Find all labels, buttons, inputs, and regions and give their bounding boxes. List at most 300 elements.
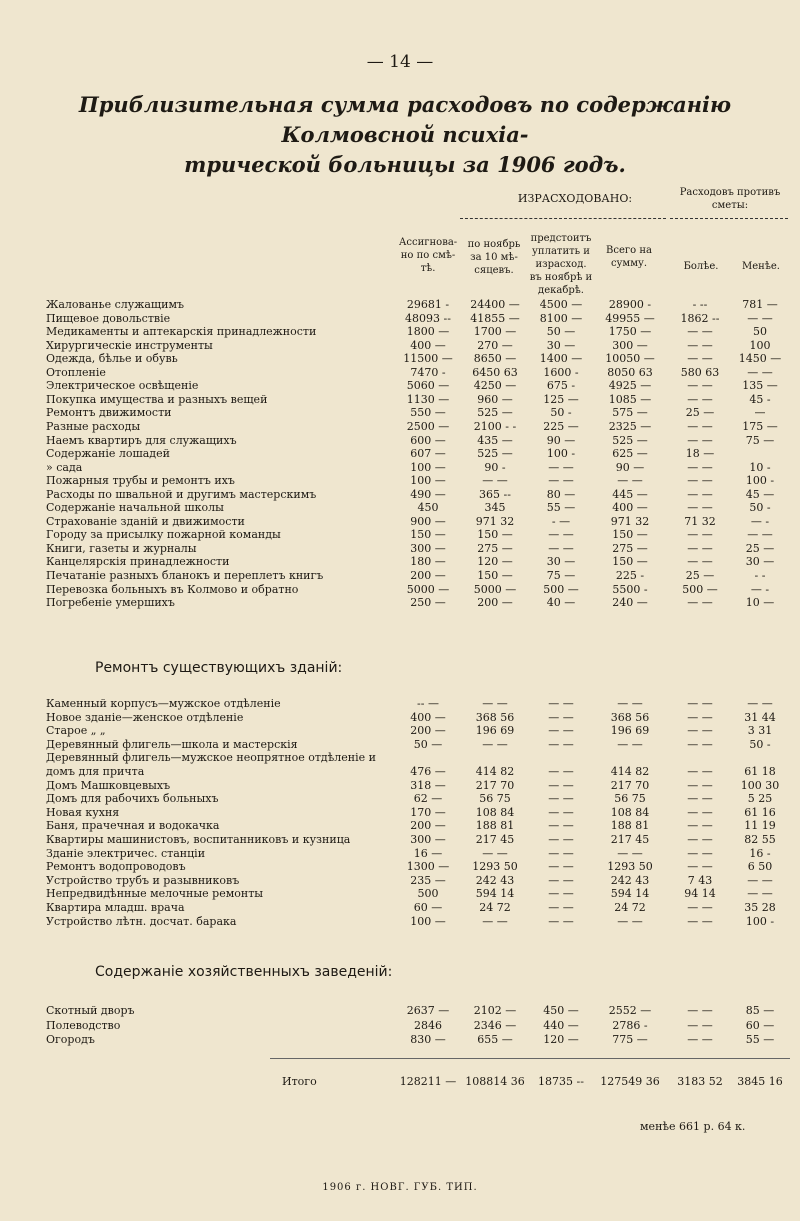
total-rule	[270, 1058, 790, 1059]
cell-to-pay: — —	[548, 873, 574, 887]
cell-allocated: 400 —	[410, 710, 446, 724]
row-label: Жалованье служащимъ	[46, 298, 185, 311]
cell-to-pay: — —	[548, 887, 574, 901]
cell-more: 25 —	[685, 406, 715, 420]
row-label: » сада	[46, 460, 83, 474]
table-row	[0, 819, 800, 833]
cell-allocated: 150 —	[410, 528, 446, 542]
cell-more: — —	[687, 914, 713, 928]
cell-to-pay: — —	[548, 737, 574, 751]
row-label: Огородъ	[46, 1033, 95, 1046]
cell-more: — —	[687, 805, 713, 819]
table-row	[0, 711, 800, 725]
cell-by-nov: — —	[482, 737, 508, 751]
cell-to-pay: — —	[548, 474, 574, 488]
cell-more: — —	[687, 833, 713, 846]
cell-total: 196 69	[610, 724, 650, 738]
cell-by-nov: 435 —	[477, 433, 513, 447]
cell-allocated: 900 —	[410, 514, 446, 528]
cell-less: 781 —	[742, 298, 778, 311]
row-label: домъ для причта	[46, 765, 145, 778]
table-row	[0, 474, 800, 488]
table-row	[0, 379, 800, 393]
table-row	[0, 515, 800, 529]
cell-allocated: 830 —	[410, 1033, 446, 1046]
cell-to-pay: 30 —	[546, 338, 576, 352]
cell-total: 4925 —	[608, 379, 652, 393]
cell-less: 10 —	[745, 596, 775, 610]
table-row	[0, 366, 800, 380]
cell-more: — —	[687, 697, 713, 710]
cell-total: 242 43	[610, 873, 650, 887]
cell-to-pay: 675 -	[546, 379, 576, 393]
row-label: Медикаменты и аптекарскія принадлежности	[46, 325, 317, 339]
cell-less: 82 55	[744, 833, 776, 846]
row-label: Квартиры машинистовъ, воспитанниковъ и кузница	[46, 833, 351, 846]
cell-to-pay: — —	[548, 901, 574, 914]
cell-less: 175 —	[742, 419, 778, 433]
cell-more: — —	[687, 1018, 713, 1032]
cell-total: 5500 -	[612, 582, 648, 596]
row-label: Деревянный флигель—школа и мастерскія	[46, 737, 298, 751]
cell-by-nov: 2346 —	[473, 1018, 517, 1032]
header-vs-estimate: Расходовъ противъ сметы:	[679, 187, 781, 211]
cell-more: — —	[687, 555, 713, 569]
cell-total: 217 45	[610, 833, 650, 846]
row-label: Содержаніе начальной школы	[46, 501, 224, 515]
cell-allocated: 7470 -	[410, 365, 446, 379]
cell-total: 49955 —	[605, 311, 655, 325]
cell-allocated: 2846	[414, 1018, 442, 1032]
total-less: 3845 16	[737, 1075, 783, 1088]
cell-allocated: 600 —	[410, 433, 446, 447]
row-label: Устройство трубъ и разывниковъ	[46, 873, 240, 887]
cell-more: — —	[687, 541, 713, 555]
cell-allocated: 300 —	[410, 833, 446, 846]
cell-more: — —	[687, 325, 713, 339]
cell-by-nov: 6450 63	[472, 365, 518, 379]
table-row	[0, 765, 800, 779]
cell-total: 2552 —	[608, 1004, 652, 1017]
row-label: Пожарныя трубы и ремонтъ ихъ	[46, 474, 235, 488]
cell-less: — —	[747, 365, 773, 379]
table-row	[0, 406, 800, 420]
cell-more: — —	[687, 901, 713, 914]
cell-allocated: 200 —	[410, 819, 446, 833]
cell-less: 45 —	[745, 487, 775, 501]
cell-total: 368 56	[610, 710, 650, 724]
cell-by-nov: 200 —	[477, 596, 513, 610]
cell-more: — —	[687, 474, 713, 488]
cell-total: — —	[617, 914, 643, 928]
cell-less: 85 —	[745, 1004, 775, 1017]
cell-by-nov: 196 69	[475, 724, 515, 738]
cell-by-nov: 655 —	[477, 1033, 513, 1046]
table-row	[0, 806, 800, 820]
cell-to-pay: — —	[548, 819, 574, 833]
row-label: Деревянный флигель—мужское неопрятное отдѣленіе и	[46, 751, 376, 765]
cell-allocated: 1800 —	[406, 325, 450, 339]
cell-to-pay: 40 —	[546, 596, 576, 610]
cell-to-pay: 4500 —	[539, 298, 583, 311]
row-label: Разные расходы	[46, 419, 141, 433]
section-farm-heading: Содержаніе хозяйственныхъ заведеній:	[95, 964, 393, 980]
cell-less: — —	[747, 887, 773, 901]
cell-allocated: 62 —	[413, 792, 443, 806]
cell-more: 71 32	[684, 514, 716, 528]
cell-to-pay: 55 —	[546, 501, 576, 515]
cell-more: — —	[687, 501, 713, 515]
cell-allocated: 5060 —	[406, 379, 450, 393]
cell-allocated: 60 —	[413, 901, 443, 914]
cell-more: — —	[687, 460, 713, 474]
cell-by-nov: — —	[482, 914, 508, 928]
cell-by-nov: 270 —	[477, 338, 513, 352]
cell-more: 7 43	[687, 873, 713, 887]
row-label: Погребеніе умершихъ	[46, 596, 175, 610]
row-label: Одежда, бѣлье и обувь	[46, 352, 178, 366]
header-rule-estimate	[670, 218, 788, 219]
cell-to-pay: 500 —	[543, 582, 579, 596]
cell-more: — —	[687, 379, 713, 393]
cell-by-nov: 525 —	[477, 447, 513, 461]
cell-allocated: 318 —	[410, 778, 446, 792]
row-label: Страхованіе зданій и движимости	[46, 514, 245, 528]
cell-less: 45 -	[749, 392, 771, 406]
row-label: Скотный дворъ	[46, 1004, 135, 1017]
cell-less: — —	[747, 873, 773, 887]
total-to-pay: 18735 --	[538, 1075, 584, 1088]
cell-allocated: 476 —	[410, 765, 446, 778]
cell-total: 8050 63	[607, 365, 653, 379]
cell-less: 16 -	[749, 846, 771, 860]
cell-more: — —	[687, 737, 713, 751]
cell-allocated: 100 —	[410, 460, 446, 474]
cell-by-nov: 188 81	[475, 819, 515, 833]
printer-imprint: 1906 г. НОВГ. ГУБ. ТИП.	[322, 1182, 478, 1193]
table-row	[0, 528, 800, 542]
cell-less: —	[754, 406, 766, 420]
cell-more: — —	[687, 792, 713, 806]
cell-to-pay: - —	[551, 514, 571, 528]
cell-less: 6 50	[747, 860, 773, 874]
cell-by-nov: 1293 50	[472, 860, 518, 874]
cell-total: 625 —	[612, 447, 648, 461]
cell-more: 18 —	[685, 447, 715, 461]
table-row	[0, 352, 800, 366]
row-label: Баня, прачечная и водокачка	[46, 819, 220, 833]
cell-by-nov: 108 84	[475, 805, 515, 819]
cell-to-pay: — —	[548, 710, 574, 724]
cell-total: 275 —	[612, 541, 648, 555]
table-row	[0, 596, 800, 610]
header-rule-spent	[460, 218, 666, 219]
cell-allocated: 450	[417, 501, 439, 515]
row-label: Пищевое довольствіе	[46, 311, 171, 325]
cell-by-nov: 345	[484, 501, 506, 515]
cell-more: 580 63	[680, 365, 720, 379]
row-label: Электрическое освѣщеніе	[46, 379, 199, 393]
table-row	[0, 501, 800, 515]
cell-total: — —	[617, 846, 643, 860]
page-title	[40, 90, 770, 180]
cell-more: 94 14	[684, 887, 716, 901]
cell-total: — —	[617, 737, 643, 751]
cell-to-pay: — —	[548, 846, 574, 860]
row-label: Домъ Машковцевыхъ	[46, 778, 171, 792]
cell-total: 300 —	[612, 338, 648, 352]
cell-to-pay: — —	[548, 765, 574, 778]
row-label: Хирургическіе инструменты	[46, 338, 213, 352]
cell-by-nov: 56 75	[479, 792, 511, 806]
cell-by-nov: 275 —	[477, 541, 513, 555]
cell-less: 1450 —	[738, 352, 782, 366]
cell-by-nov: 2102 —	[473, 1004, 517, 1017]
cell-less: 75 —	[745, 433, 775, 447]
cell-more: — —	[687, 419, 713, 433]
row-label: Расходы по швальной и другимъ мастерскимъ	[46, 487, 317, 501]
cell-by-nov: 414 82	[475, 765, 515, 778]
cell-less: — —	[747, 528, 773, 542]
cell-by-nov: 150 —	[477, 528, 513, 542]
table-row	[0, 555, 800, 569]
cell-total: 28900 -	[608, 298, 652, 311]
section-repairs-heading: Ремонтъ существующихъ зданій:	[95, 660, 343, 676]
row-label: Покупка имущества и разныхъ вещей	[46, 392, 268, 406]
cell-allocated: 200 —	[410, 724, 446, 738]
row-label: Ремонтъ движимости	[46, 406, 172, 420]
header-total: Всего на сумму.	[606, 245, 652, 269]
cell-total: 525 —	[612, 433, 648, 447]
table-row	[0, 569, 800, 583]
cell-by-nov: 41855 —	[470, 311, 520, 325]
cell-total: — —	[617, 697, 643, 710]
cell-by-nov: 217 70	[475, 778, 515, 792]
cell-less: 50	[753, 325, 767, 339]
table-row	[0, 887, 800, 901]
cell-by-nov: 971 32	[475, 514, 515, 528]
cell-total: 150 —	[612, 555, 648, 569]
table-row	[0, 779, 800, 793]
row-label: Непредвидѣнные мелочные ремонты	[46, 887, 264, 901]
cell-less: — -	[750, 582, 770, 596]
cell-more: — —	[687, 1033, 713, 1046]
cell-total: 24 72	[614, 901, 646, 914]
table-row	[0, 488, 800, 502]
cell-total: 1085 —	[608, 392, 652, 406]
cell-total: 1750 —	[608, 325, 652, 339]
cell-less: 3 31	[747, 724, 773, 738]
cell-total: 971 32	[610, 514, 650, 528]
table-row	[0, 325, 800, 339]
table-row	[0, 724, 800, 738]
cell-by-nov: 2100 - -	[473, 419, 517, 433]
row-label: Ремонтъ водопроводовъ	[46, 860, 186, 874]
cell-more: — —	[687, 487, 713, 501]
cell-allocated: 607 —	[410, 447, 446, 461]
cell-allocated: 170 —	[410, 805, 446, 819]
cell-less: - -	[754, 569, 766, 582]
cell-to-pay: 50 —	[546, 325, 576, 339]
cell-by-nov: 120 —	[477, 555, 513, 569]
cell-allocated: 200 —	[410, 569, 446, 582]
cell-to-pay: — —	[548, 778, 574, 792]
cell-allocated: 250 —	[410, 596, 446, 610]
cell-allocated: 2637 —	[406, 1004, 450, 1017]
cell-by-nov: — —	[482, 697, 508, 710]
table-row	[0, 461, 800, 475]
cell-more: — —	[687, 596, 713, 610]
cell-more: - --	[692, 298, 708, 311]
cell-less: 100 -	[745, 914, 775, 928]
table-row	[0, 751, 800, 765]
table-row	[0, 915, 800, 929]
cell-to-pay: — —	[548, 860, 574, 874]
cell-total: 594 14	[610, 887, 650, 901]
row-label: Новая кухня	[46, 805, 120, 819]
cell-less: 61 18	[744, 765, 776, 778]
page-number: — 14 —	[366, 52, 434, 72]
cell-allocated: 11500 —	[403, 352, 453, 366]
cell-allocated: 1130 —	[406, 392, 450, 406]
cell-more: 500 —	[682, 582, 718, 596]
table-row	[0, 312, 800, 326]
cell-to-pay: 440 —	[543, 1018, 579, 1032]
row-label: Содержаніе лошадей	[46, 447, 170, 461]
cell-by-nov: 8650 —	[473, 352, 517, 366]
cell-less: 100 -	[745, 474, 775, 488]
cell-to-pay: 125 —	[543, 392, 579, 406]
cell-more: — —	[687, 433, 713, 447]
table-row	[0, 697, 800, 711]
cell-total: 2786 -	[612, 1018, 648, 1032]
cell-total: 775 —	[612, 1033, 648, 1046]
cell-less: 5 25	[747, 792, 773, 806]
header-by-nov: по ноябрь за 10 мѣ- сяцевъ.	[467, 239, 521, 276]
cell-by-nov: 594 14	[475, 887, 515, 901]
header-to-pay: предстоитъ уплатить и израсход. въ ноябрѣ и декабрѣ.	[529, 233, 593, 296]
cell-to-pay: 80 —	[546, 487, 576, 501]
cell-more: — —	[687, 765, 713, 778]
table-row	[0, 833, 800, 847]
cell-by-nov: 90 -	[484, 460, 506, 474]
total-label: Итого	[282, 1075, 317, 1088]
cell-less: 31 44	[744, 710, 776, 724]
cell-by-nov: — —	[482, 846, 508, 860]
table-row	[0, 901, 800, 915]
cell-to-pay: 1600 -	[543, 365, 579, 379]
table-row	[0, 447, 800, 461]
row-label: Городу за присылку пожарной команды	[46, 528, 281, 542]
cell-by-nov: 365 --	[479, 487, 511, 501]
cell-more: — —	[687, 860, 713, 874]
cell-allocated: 16 —	[413, 846, 443, 860]
row-label: Канцелярскія принадлежности	[46, 555, 230, 569]
cell-by-nov: — —	[482, 474, 508, 488]
row-label: Печатаніе разныхъ бланокъ и переплетъ книгъ	[46, 569, 324, 582]
cell-total: 188 81	[610, 819, 650, 833]
table-row	[0, 874, 800, 888]
cell-by-nov: 24400 —	[470, 298, 520, 311]
cell-to-pay: — —	[548, 724, 574, 738]
cell-total: — —	[617, 474, 643, 488]
cell-to-pay: 50 -	[550, 406, 572, 420]
cell-more: — —	[687, 338, 713, 352]
cell-to-pay: — —	[548, 697, 574, 710]
cell-more: — —	[687, 819, 713, 833]
cell-more: 1862 --	[680, 311, 720, 325]
total-by-nov: 108814 36	[465, 1075, 525, 1088]
cell-total: 575 —	[612, 406, 648, 420]
cell-to-pay: 450 —	[543, 1004, 579, 1017]
row-label: Новое зданіе—женское отдѣленіе	[46, 710, 244, 724]
cell-total: 445 —	[612, 487, 648, 501]
cell-by-nov: 4250 —	[473, 379, 517, 393]
table-row	[0, 860, 800, 874]
row-label: Наемъ квартиръ для служащихъ	[46, 433, 237, 447]
title-line-1: Приблизительная сумма расходовъ по содержанію Колмовсной психіа-	[78, 92, 732, 147]
cell-more: — —	[687, 710, 713, 724]
cell-less: 11 19	[744, 819, 776, 833]
title-line-2: трической больницы за 1906 годъ.	[184, 152, 626, 177]
cell-allocated: 2500 —	[406, 419, 450, 433]
cell-allocated: 500	[417, 887, 439, 901]
cell-to-pay: 100 -	[546, 447, 576, 461]
cell-total: 225 -	[615, 569, 645, 582]
table-row	[0, 420, 800, 434]
cell-by-nov: 24 72	[479, 901, 511, 914]
total-sum: 127549 36	[600, 1075, 660, 1088]
cell-less: 60 —	[745, 1018, 775, 1032]
row-label: Перевозка больныхъ въ Колмово и обратно	[46, 582, 299, 596]
cell-to-pay: 1400 —	[539, 352, 583, 366]
cell-less: — —	[747, 697, 773, 710]
cell-less: 61 16	[744, 805, 776, 819]
table-row	[0, 847, 800, 861]
cell-total: 240 —	[612, 596, 648, 610]
cell-total: 90 —	[615, 460, 645, 474]
cell-less: — -	[750, 514, 770, 528]
cell-less: 25 —	[745, 541, 775, 555]
cell-to-pay: 8100 —	[539, 311, 583, 325]
cell-more: — —	[687, 528, 713, 542]
row-label: Квартира младш. врача	[46, 901, 185, 914]
header-less: Менѣе.	[742, 261, 780, 272]
table-row	[0, 339, 800, 353]
cell-less: 100	[749, 338, 771, 352]
cell-more: — —	[687, 392, 713, 406]
cell-more: — —	[687, 846, 713, 860]
table-row	[0, 393, 800, 407]
cell-to-pay: 75 —	[546, 569, 576, 582]
cell-by-nov: 960 —	[477, 392, 513, 406]
cell-total: 217 70	[610, 778, 650, 792]
table-row	[0, 583, 800, 597]
cell-by-nov: 368 56	[475, 710, 515, 724]
cell-allocated: -- —	[417, 697, 439, 710]
total-more: 3183 52	[677, 1075, 723, 1088]
cell-more: — —	[687, 1004, 713, 1017]
cell-less: 35 28	[744, 901, 776, 914]
cell-allocated: 1300 —	[406, 860, 450, 874]
cell-allocated: 300 —	[410, 541, 446, 555]
cell-allocated: 50 —	[413, 737, 443, 751]
cell-to-pay: 30 —	[546, 555, 576, 569]
cell-total: 10050 —	[605, 352, 655, 366]
cell-by-nov: 217 45	[475, 833, 515, 846]
cell-total: 414 82	[610, 765, 650, 778]
cell-total: 56 75	[614, 792, 646, 806]
